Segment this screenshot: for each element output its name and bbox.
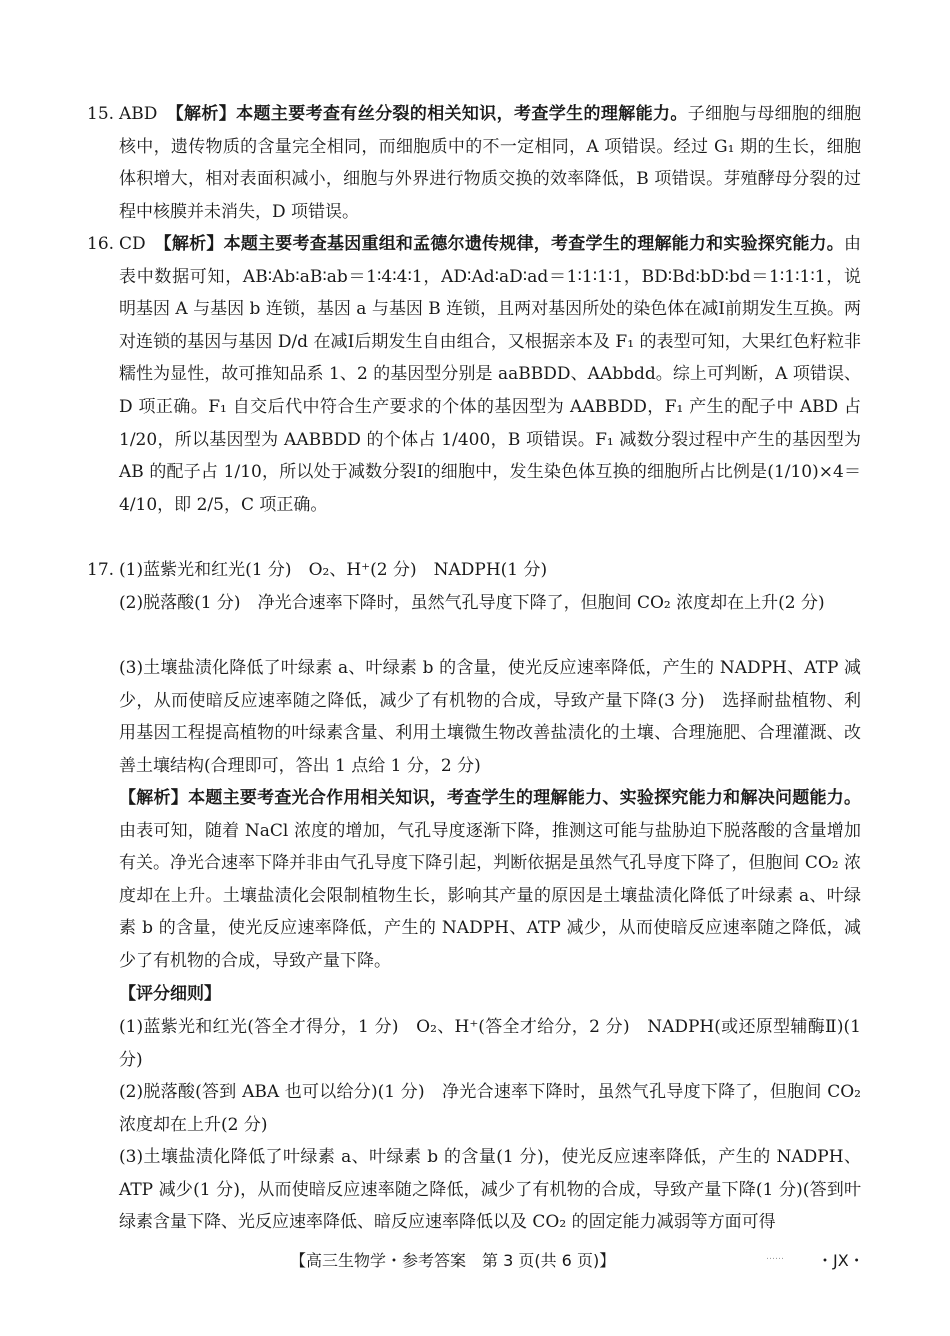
question-17-analysis bbox=[119, 782, 861, 978]
question-17-answer-3: (3)土壤盐渍化降低了叶绿素 a、叶绿素 b 的含量，使光反应速率降低，产生的 NADPH、ATP 减少，从而使暗反应速率随之降低，减少了有机物的合成，导致产量下降(3 分) 选择耐盐植物、利用基因工程提高植物的叶绿素含量、利用土壤微生物改善盐渍化的土壤、合理施肥、合理灌溉、改善土壤结构(合理即可，答出 1 点给 1 分，2 分) bbox=[119, 658, 861, 776]
analysis-tag: 【解析】 bbox=[175, 104, 237, 124]
footer-page-info: 【高三生物学・参考答案 第 3 页(共 6 页)】 bbox=[290, 1251, 616, 1270]
answer-part-1: (1)蓝紫光和红光(1 分) O₂、H⁺(2 分) NADPH(1 分) bbox=[119, 560, 548, 580]
question-number: 17. bbox=[87, 560, 115, 580]
rubric-part-3: (3)土壤盐渍化降低了叶绿素 a、叶绿素 b 的含量(1 分)，使光反应速率降低，产生的 NADPH、ATP 减少(1 分)，从而使暗反应速率随之降低，减少了有机物的合成，导致产量下降(1 分)(答到叶绿素含量下降、光反应速率降低、暗反应速率降低以及 CO₂ 的固定能力减弱等方面可得 bbox=[119, 1147, 861, 1233]
analysis-tag: 【解析】 bbox=[119, 788, 189, 808]
analysis-text: 由表可知，随着 NaCl 浓度的增加，气孔导度逐渐下降，推测这可能与盐胁迫下脱落酸的含量增加有关。净光合速率下降并非由气孔导度下降引起，判断依据是虽然气孔导度下降了，但胞间 CO₂ 浓度却在上升。土壤盐渍化会限制植物生长，影响其产量的原因是土壤盐渍化降低了叶绿素 a、叶绿素 b 的含量，使光反应速率降低，产生的 NADPH、ATP 减少，从而使暗反应速率随之降低，减少了有机物的合成，导致产量下降。 bbox=[119, 820, 861, 971]
footer-dots: …… bbox=[766, 1252, 784, 1262]
analysis-text: 子细胞与母细胞的细胞核中，遗传物质的含量完全相同，而细胞质中的不一定相同，A 项错误。经过 G₁ 期的生长，细胞体积增大，相对表面积减小，细胞与外界进行物质交换的效率降低，B 项错误。芽殖酵母分裂的过程中核膜并未消失，D 项错误。 bbox=[119, 104, 862, 222]
analysis-intro: 本题主要考查基因重组和孟德尔遗传规律，考查学生的理解能力和实验探究能力。 bbox=[223, 234, 845, 254]
rubric-title: 【评分细则】 bbox=[119, 984, 221, 1004]
footer-region-code: ・JX・ bbox=[817, 1251, 865, 1270]
question-number: 15. bbox=[87, 104, 115, 124]
analysis-intro: 本题主要考查有丝分裂的相关知识，考查学生的理解能力。 bbox=[236, 104, 688, 124]
question-17-answer-1 bbox=[87, 554, 861, 587]
answer-letters: CD bbox=[119, 234, 146, 254]
analysis-tag: 【解析】 bbox=[163, 234, 224, 254]
analysis-text: 由表中数据可知，AB∶Ab∶aB∶ab＝1∶4∶4∶1，AD∶Ad∶aD∶ad＝1∶1∶1∶1，BD∶Bd∶bD∶bd＝1∶1∶1∶1，说明基因 A 与基因 b 连锁，基因 a 与基因 B 连锁，且两对基因所处的染色体在减Ⅰ前期发生互换。两对连锁的基因与基因 D/d 在减Ⅰ后期发生自由组合，又根据亲本及 F₁ 的表型可知，大果红色籽粒非糯性为显性，故可推知品系 1、2 的基因型分别是 aaBBDD、AAbbdd。综上可判断，A 项错误、D 项正确。F₁ 自交后代中符合生产要求的个体的基因型为 AABBDD，F₁ 产生的配子中 ABD 占 1/20，所以基因型为 AABBDD 的个体占 1/400，B 项错误。F₁ 减数分裂过程中产生的基因型为 AB 的配子占 1/10，所以处于减数分裂Ⅰ的细胞中，发生染色体互换的细胞所占比例是(1/10)×4＝4/10，即 2/5，C 项正确。 bbox=[119, 234, 862, 515]
question-15 bbox=[87, 98, 862, 228]
answer-letters: ABD bbox=[119, 104, 158, 124]
question-16 bbox=[87, 228, 862, 521]
rubric-part-2: (2)脱落酸(答到 ABA 也可以给分)(1 分) 净光合速率下降时，虽然气孔导度下降了，但胞间 CO₂ 浓度却在上升(2 分) bbox=[119, 1082, 861, 1135]
question-17-answer-2: (2)脱落酸(1 分) 净光合速率下降时，虽然气孔导度下降了，但胞间 CO₂ 浓度却在上升(2 分) bbox=[119, 593, 825, 613]
analysis-intro: 本题主要考查光合作用相关知识，考查学生的理解能力、实验探究能力和解决问题能力。 bbox=[188, 788, 862, 808]
rubric-part-1: (1)蓝紫光和红光(答全才得分，1 分) O₂、H⁺(答全才给分，2 分) NADPH(或还原型辅酶Ⅱ)(1 分) bbox=[119, 1017, 861, 1070]
question-number: 16. bbox=[87, 234, 115, 254]
